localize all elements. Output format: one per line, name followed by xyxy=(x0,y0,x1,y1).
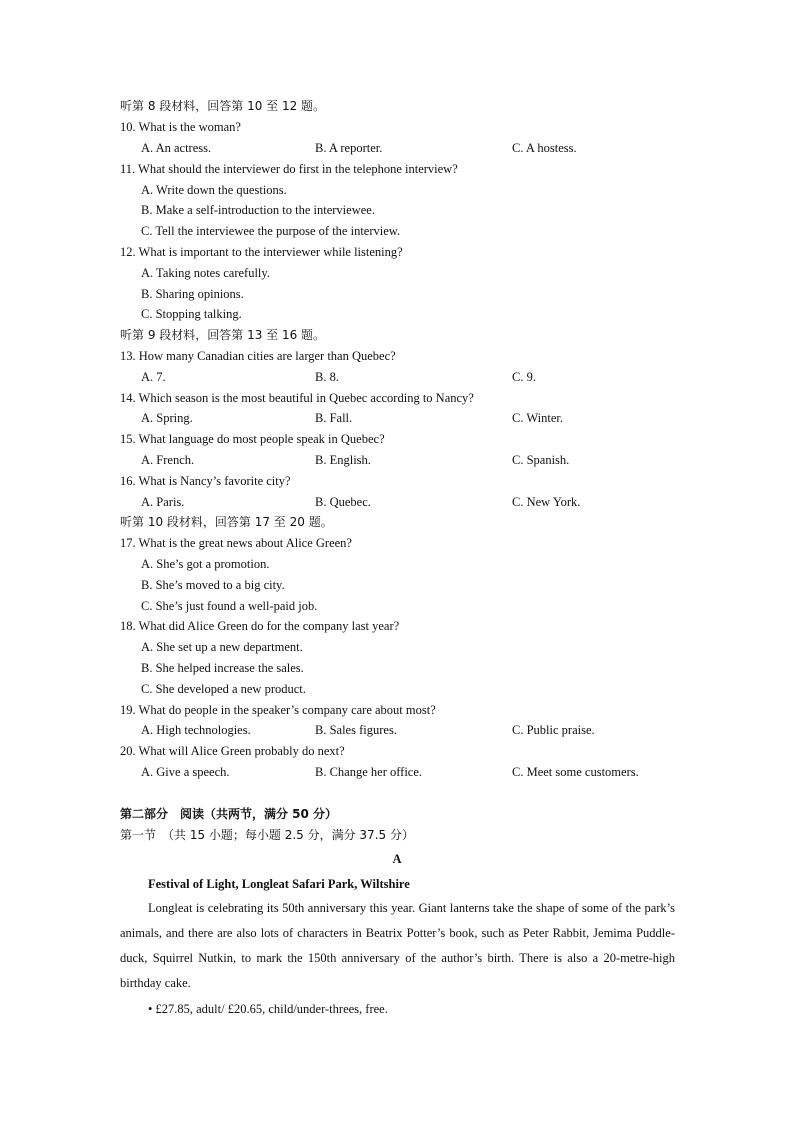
question-16-option-b: B. Quebec. xyxy=(315,495,371,509)
question-10-option-c: C. A hostess. xyxy=(512,141,577,155)
passage-label: A xyxy=(392,852,402,866)
question-12-stem: 12. What is important to the interviewer while listening? xyxy=(120,245,403,259)
question-13-option-c: C. 9. xyxy=(512,370,536,384)
question-14-option-b: B. Fall. xyxy=(315,411,353,425)
question-14-option-c: C. Winter. xyxy=(512,411,564,425)
price-bullet: • £27.85, adult/ £20.65, child/under-threes, free. xyxy=(148,1002,388,1016)
section-heading-10: 听第 10 段材料，回答第 17 至 20 题。 xyxy=(120,515,333,529)
question-11-stem: 11. What should the interviewer do first in the telephone interview? xyxy=(120,162,458,176)
question-17-option-a: A. She’s got a promotion. xyxy=(141,557,270,571)
part-two-heading: 第二部分 阅读（共两节，满分 50 分） xyxy=(120,807,338,821)
question-12-option-a: A. Taking notes carefully. xyxy=(141,266,270,280)
question-18-option-a: A. She set up a new department. xyxy=(141,640,303,654)
question-16-stem: 16. What is Nancy’s favorite city? xyxy=(120,474,291,488)
question-15-option-b: B. English. xyxy=(315,453,371,467)
question-18-option-b: B. She helped increase the sales. xyxy=(141,661,304,675)
question-17-option-b: B. She’s moved to a big city. xyxy=(141,578,285,592)
question-20-option-b: B. Change her office. xyxy=(315,765,423,779)
question-13-option-b: B. 8. xyxy=(315,370,339,384)
section-one-heading: 第一节 （共 15 小题；每小题 2.5 分，满分 37.5 分） xyxy=(120,828,414,842)
passage-title: Festival of Light, Longleat Safari Park, Wiltshire xyxy=(148,877,410,891)
question-13-option-a: A. 7. xyxy=(141,370,166,384)
section-heading-8: 听第 8 段材料，回答第 10 至 12 题。 xyxy=(120,99,326,113)
question-15-stem: 15. What language do most people speak in Quebec? xyxy=(120,432,385,446)
question-13-stem: 13. How many Canadian cities are larger than Quebec? xyxy=(120,349,396,363)
question-18-stem: 18. What did Alice Green do for the company last year? xyxy=(120,619,400,633)
question-19-option-c: C. Public praise. xyxy=(512,723,595,737)
question-16-option-a: A. Paris. xyxy=(141,495,185,509)
question-20-option-c: C. Meet some customers. xyxy=(512,765,639,779)
question-11-option-c: C. Tell the interviewee the purpose of the interview. xyxy=(141,224,401,238)
question-14-stem: 14. Which season is the most beautiful in Quebec according to Nancy? xyxy=(120,391,474,405)
question-17-stem: 17. What is the great news about Alice Green? xyxy=(120,536,352,550)
question-10-stem: 10. What is the woman? xyxy=(120,120,241,134)
question-10-option-a: A. An actress. xyxy=(141,141,212,155)
question-12-option-c: C. Stopping talking. xyxy=(141,307,242,321)
question-11-option-a: A. Write down the questions. xyxy=(141,183,287,197)
passage-paragraph xyxy=(120,896,675,996)
passage-paragraph-text: Longleat is celebrating its 50th anniversary this year. Giant lanterns take the shape of some of the park’s animals, and there are also lots of characters in Beatrix Potter’s book, such as Peter Rabbit, Jemima Puddle-duck, Squirrel Nutkin, to mark the 150th anniversary of the author’s birth. There is also a 20-metre-high birthday cake. xyxy=(120,901,675,990)
question-16-option-c: C. New York. xyxy=(512,495,581,509)
section-heading-9: 听第 9 段材料，回答第 13 至 16 题。 xyxy=(120,328,326,342)
question-10-option-b: B. A reporter. xyxy=(315,141,383,155)
question-14-option-a: A. Spring. xyxy=(141,411,193,425)
question-15-option-a: A. French. xyxy=(141,453,195,467)
question-19-option-b: B. Sales figures. xyxy=(315,723,397,737)
question-19-stem: 19. What do people in the speaker’s company care about most? xyxy=(120,703,436,717)
question-18-option-c: C. She developed a new product. xyxy=(141,682,306,696)
question-19-option-a: A. High technologies. xyxy=(141,723,251,737)
question-11-option-b: B. Make a self-introduction to the interviewee. xyxy=(141,203,375,217)
question-20-stem: 20. What will Alice Green probably do next? xyxy=(120,744,345,758)
question-17-option-c: C. She’s just found a well-paid job. xyxy=(141,599,318,613)
question-15-option-c: C. Spanish. xyxy=(512,453,570,467)
question-20-option-a: A. Give a speech. xyxy=(141,765,230,779)
question-12-option-b: B. Sharing opinions. xyxy=(141,287,244,301)
